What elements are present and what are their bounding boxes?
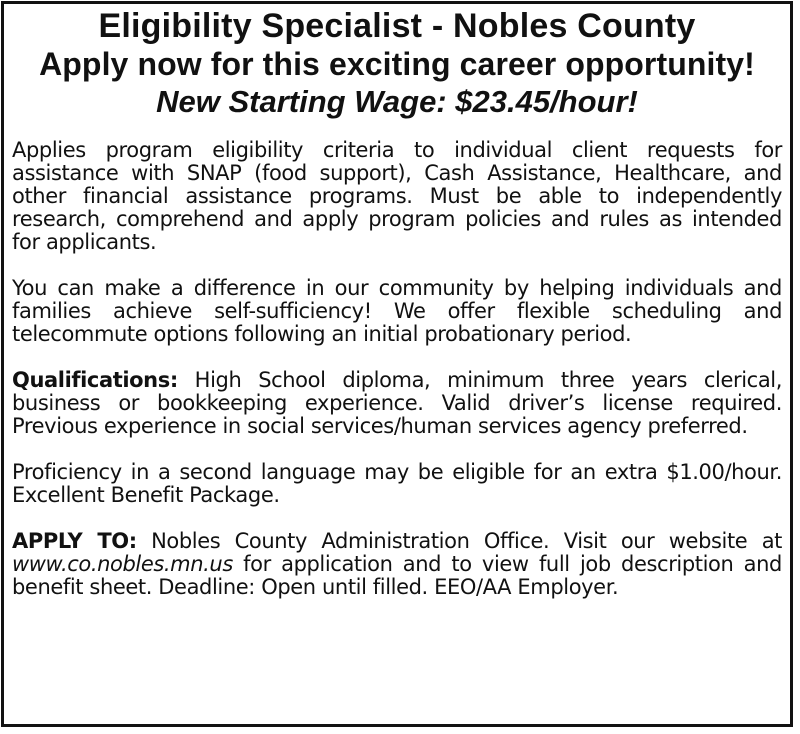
ad-subtitle: Apply now for this exciting career opportunity! — [39, 46, 755, 82]
duties-paragraph: Applies program eligibility criteria to individual client requests for assistance with SNAP (food support), Cash Assistance, Healthcare, and other financial assistance programs. Must be able to independently research, comprehend and apply program policies and rules as intended for applicants. — [12, 138, 782, 254]
qualifications-text: High School diploma, minimum three years clerical, business or bookkeeping experience. Valid driver’s license required. Previous experience in social services/human services agency preferred. — [12, 368, 782, 438]
wage-line: New Starting Wage: $23.45/hour! — [156, 84, 638, 119]
apply-text-2: for application and to view full job description and benefit sheet. Deadline: Open until filled. EEO/AA Employer. — [12, 552, 782, 599]
job-ad — [1, 1, 793, 727]
language-paragraph: Proficiency in a second language may be eligible for an extra $1.00/hour. Excellent Benefit Package. — [12, 460, 782, 507]
apply-paragraph — [12, 530, 782, 599]
apply-text-1: Nobles County Administration Office. Visit our website at — [136, 529, 783, 553]
apply-label: APPLY TO: — [12, 529, 137, 553]
website-link[interactable]: www.co.nobles.mn.us — [12, 552, 233, 576]
qualifications-label: Qualifications: — [12, 368, 178, 392]
ad-title: Eligibility Specialist - Nobles County — [98, 7, 696, 45]
qualifications-paragraph — [12, 369, 782, 438]
benefits-paragraph: You can make a difference in our community by helping individuals and families achieve self-sufficiency! We offer flexible scheduling and telecommute options following an initial probationary period. — [12, 276, 782, 346]
